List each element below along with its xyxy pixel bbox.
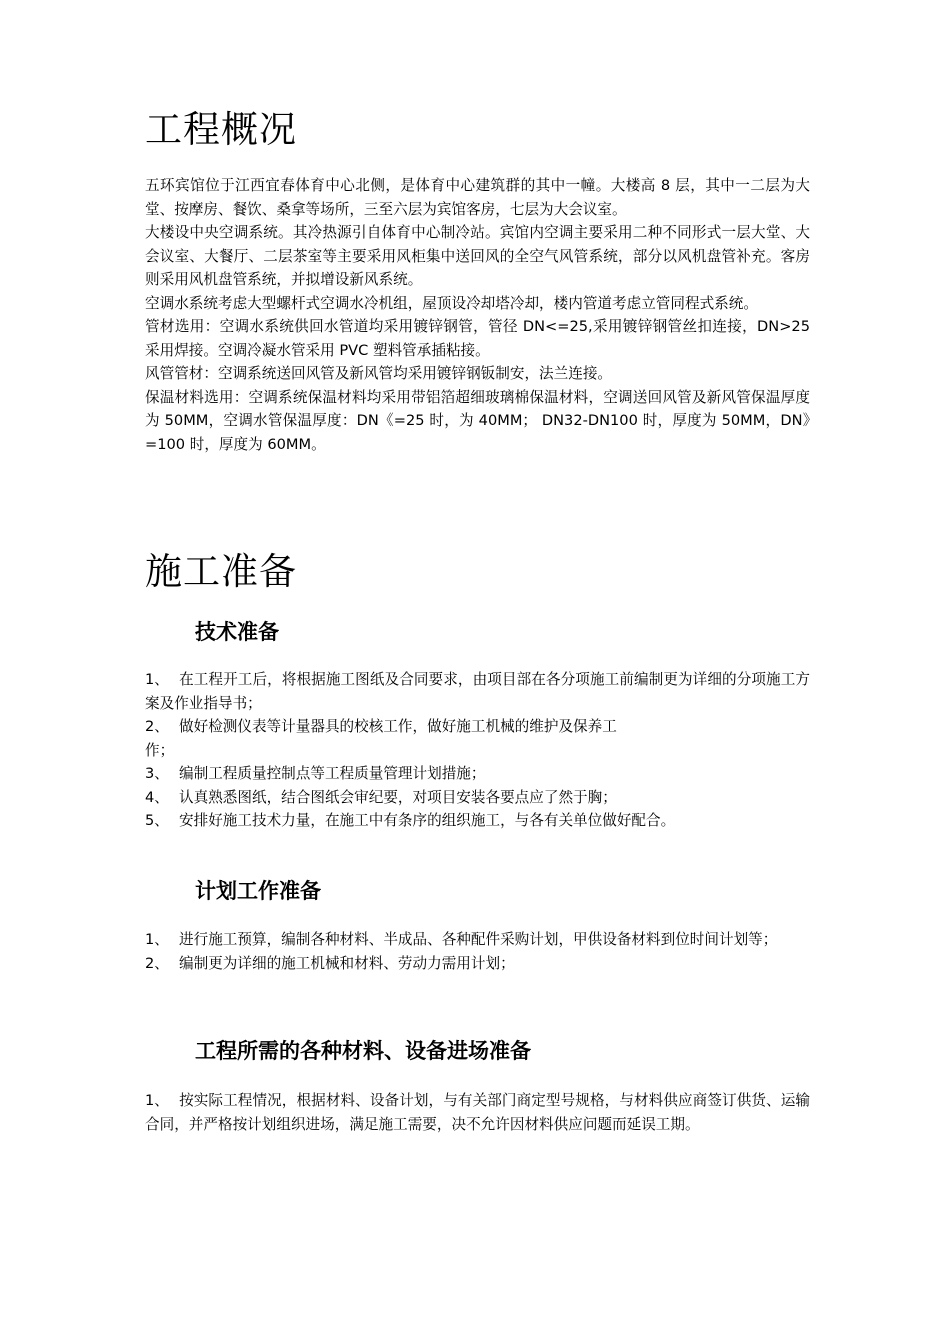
list-item-number: 2、 [145, 718, 169, 735]
overview-paragraph-4: 管材选用：空调水系统供回水管道均采用镀锌钢管，管径 DN<=25,采用镀锌钢管丝扣连接，DN>25 采用焊接。空调冷凝水管采用 PVC 塑料管承插粘接。 [145, 318, 810, 359]
list-item-text: 在工程开工后，将根据施工图纸及合同要求，由项目部在各分项施工前编制更为详细的分项施工方案及作业指导书； [145, 671, 810, 712]
overview-paragraph-6: 保温材料选用：空调系统保温材料均采用带铝箔超细玻璃棉保温材料，空调送回风管及新风管保温厚度为 50MM，空调水管保温厚度：DN《=25 时，为 40MM； DN32-DN100 时，厚度为 50MM，DN》=100 时，厚度为 60MM。 [145, 388, 810, 453]
planning-list [145, 928, 810, 975]
list-item-text: 编制工程质量控制点等工程质量管理计划措施； [179, 765, 486, 782]
subsection-title-materials: 工程所需的各种材料、设备进场准备 [195, 1039, 531, 1063]
subsection-title-planning: 计划工作准备 [195, 879, 321, 903]
overview-body [145, 174, 810, 456]
list-item-number: 1、 [145, 1092, 169, 1109]
materials-list [145, 1089, 810, 1136]
list-item-text: 编制更为详细的施工机械和材料、劳动力需用计划； [179, 954, 515, 972]
list-item [145, 762, 810, 786]
list-item-continuation: 作； [145, 741, 175, 759]
list-item-number: 2、 [145, 954, 169, 972]
subsection-technical [145, 617, 810, 647]
section-title-overview: 工程概况 [145, 108, 297, 151]
list-item-text: 做好检测仪表等计量器具的校核工作，做好施工机械的维护及保养工 [179, 718, 617, 735]
section-title-preparation: 施工准备 [145, 550, 297, 593]
section-preparation [145, 550, 810, 594]
list-item [145, 952, 810, 976]
overview-paragraph-5: 风管管材：空调系统送回风管及新风管均采用镀锌钢钣制安，法兰连接。 [145, 365, 613, 382]
list-item [145, 1089, 810, 1136]
list-item [145, 928, 810, 952]
overview-paragraph-3: 空调水系统考虑大型螺杆式空调水冷机组，屋顶设冷却塔冷却，楼内管道考虑立管同程式系统。 [145, 294, 758, 312]
list-item-number: 1、 [145, 931, 169, 948]
list-item [145, 809, 810, 833]
list-item-number: 1、 [145, 671, 169, 688]
technical-list [145, 668, 810, 833]
list-item-text: 按实际工程情况，根据材料、设备计划，与有关部门商定型号规格，与材料供应商签订供货、运输合同，并严格按计划组织进场，满足施工需要，决不允许因材料供应问题而延误工期。 [145, 1092, 810, 1133]
list-item [145, 715, 810, 739]
list-item-number: 5、 [145, 812, 169, 829]
list-item-text: 进行施工预算，编制各种材料、半成品、各种配件采购计划，甲供设备材料到位时间计划等； [179, 931, 778, 948]
overview-paragraph-1: 五环宾馆位于江西宜春体育中心北侧，是体育中心建筑群的其中一幢。大楼高 8 层，其中一二层为大堂、按摩房、餐饮、桑拿等场所，三至六层为宾馆客房，七层为大会议室。 [145, 177, 810, 218]
subsection-planning [145, 876, 810, 906]
list-item-number: 4、 [145, 788, 169, 806]
list-item [145, 668, 810, 715]
section-overview [145, 108, 810, 152]
overview-paragraph-2: 大楼设中央空调系统。其冷热源引自体育中心制冷站。宾馆内空调主要采用二种不同形式一层大堂、大会议室、大餐厅、二层茶室等主要采用风柜集中送回风的全空气风管系统，部分以风机盘管补充。客房则采用风机盘管系统，并拟增设新风系统。 [145, 224, 810, 288]
subsection-title-technical: 技术准备 [195, 620, 279, 644]
list-item-text: 安排好施工技术力量，在施工中有条序的组织施工，与各有关单位做好配合。 [179, 812, 676, 829]
subsection-materials [145, 1036, 810, 1066]
list-item [145, 786, 810, 810]
list-item-number: 3、 [145, 765, 169, 782]
list-item-text: 认真熟悉图纸，结合图纸会审纪要，对项目安装各要点应了然于胸； [179, 788, 617, 806]
